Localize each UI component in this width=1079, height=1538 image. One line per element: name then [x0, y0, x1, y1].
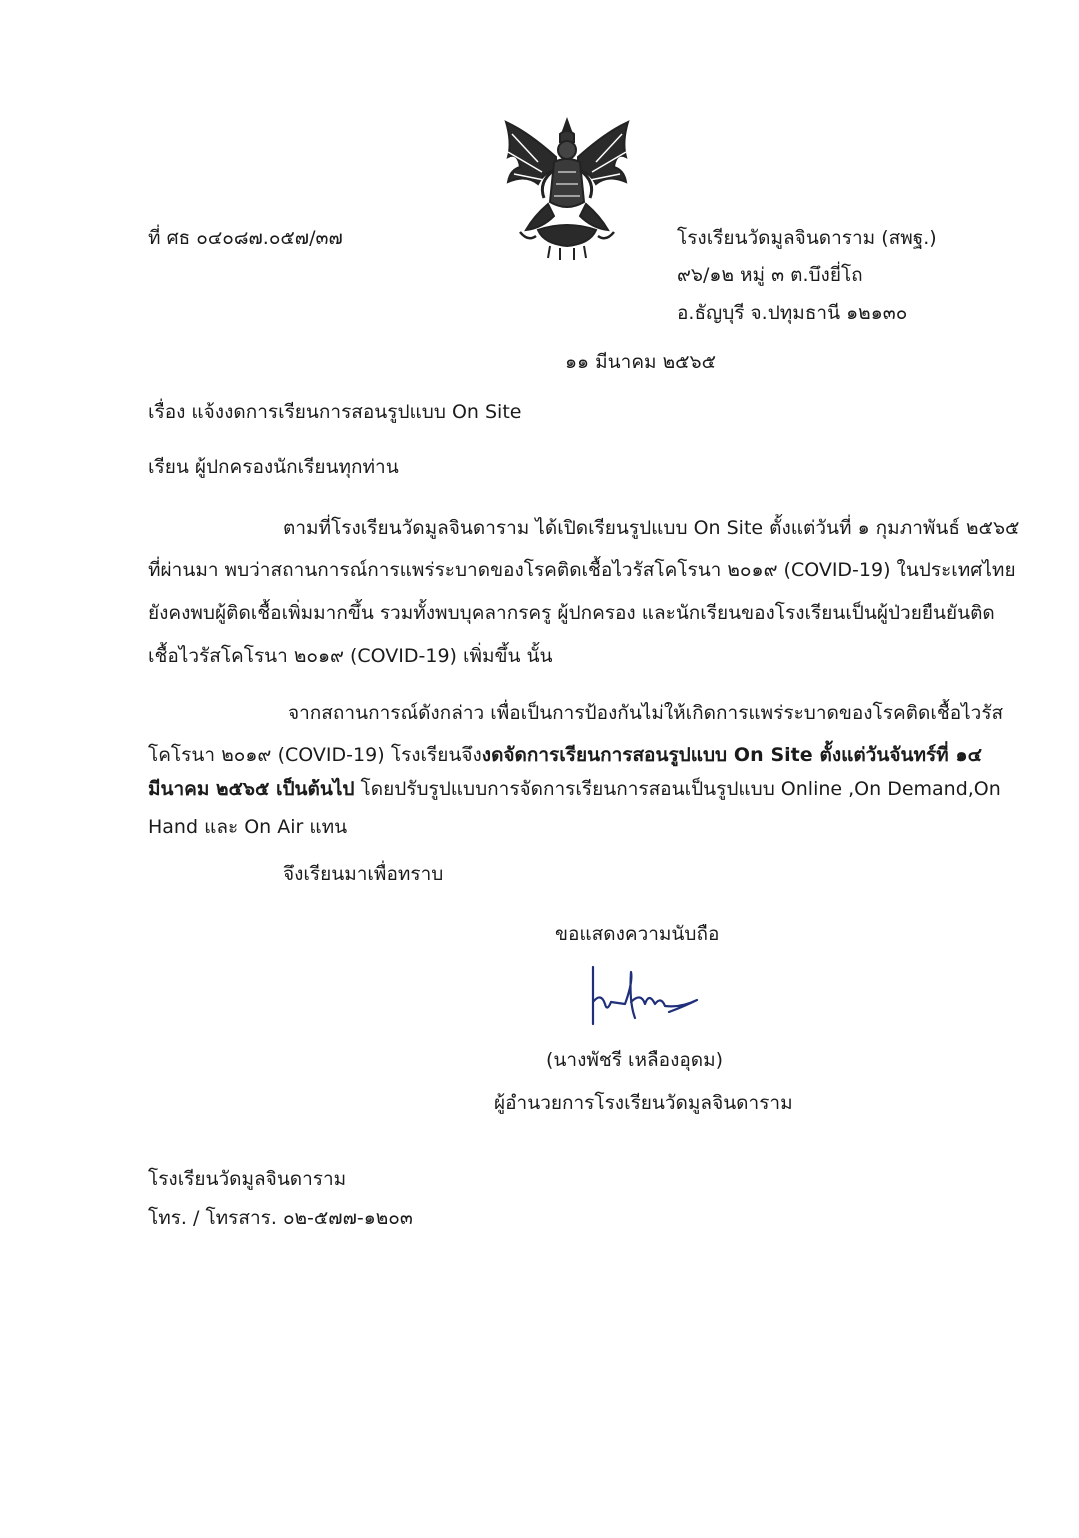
closing-line: จึงเรียนมาเพื่อทราบ [283, 863, 444, 885]
school-address-line: ๙๖/๑๒ หมู่ ๓ ต.บึงยี่โถ [677, 264, 863, 286]
paragraph-line: ยังคงพบผู้ติดเชื้อเพิ่มมากขึ้น รวมทั้งพบบุคลากรครู ผู้ปกครอง และนักเรียนของโรงเรียนเป็นผู้ป่วยยืนยันติด [148, 602, 995, 624]
paragraph-line [148, 774, 1001, 804]
paragraph-line: เชื้อไวรัสโคโรนา ๒๐๑๙ (COVID-19) เพิ่มขึ้น นั้น [148, 645, 553, 667]
handwritten-signature-icon [585, 962, 705, 1032]
school-address-line: โรงเรียนวัดมูลจินดาราม (สพฐ.) [677, 227, 937, 249]
letter-date: ๑๑ มีนาคม ๒๕๖๕ [565, 351, 716, 373]
paragraph-text: โดยปรับรูปแบบการจัดการเรียนการสอนเป็นรูปแบบ Online ,On Demand,On [354, 778, 1001, 800]
paragraph-line [148, 740, 982, 770]
reference-number: ที่ ศธ ๐๔๐๘๗.๐๕๗/๓๗ [148, 227, 343, 249]
paragraph-line: จากสถานการณ์ดังกล่าว เพื่อเป็นการป้องกันไม่ให้เกิดการแพร่ระบาดของโรคติดเชื้อไวรัส [288, 702, 1004, 724]
signatory-position: ผู้อำนวยการโรงเรียนวัดมูลจินดาราม [494, 1092, 793, 1114]
paragraph-text: โคโรนา ๒๐๑๙ (COVID-19) โรงเรียนจึง [148, 744, 482, 766]
paragraph-line: ตามที่โรงเรียนวัดมูลจินดาราม ได้เปิดเรียนรูปแบบ On Site ตั้งแต่วันที่ ๑ กุมภาพันธ์ ๒๕๖๕ [283, 517, 1020, 539]
highlighted-text: มีนาคม ๒๕๖๕ เป็นต้นไป [148, 778, 355, 800]
footer-school: โรงเรียนวัดมูลจินดาราม [148, 1168, 347, 1190]
paragraph-line: ที่ผ่านมา พบว่าสถานการณ์การแพร่ระบาดของโรคติดเชื้อไวรัสโคโรนา ๒๐๑๙ (COVID-19) ในประเทศไทย [148, 559, 1016, 581]
paragraph-line: Hand และ On Air แทน [148, 816, 348, 838]
school-address-line: อ.ธัญบุรี จ.ปทุมธานี ๑๒๑๓๐ [677, 302, 908, 324]
letter-recipient: เรียน ผู้ปกครองนักเรียนทุกท่าน [148, 456, 399, 478]
footer-phone: โทร. / โทรสาร. ๐๒-๕๗๗-๑๒๐๓ [148, 1207, 413, 1229]
letter-subject: เรื่อง แจ้งงดการเรียนการสอนรูปแบบ On Site [148, 401, 522, 423]
regards-text: ขอแสดงความนับถือ [555, 923, 720, 945]
highlighted-text: งดจัดการเรียนการสอนรูปแบบ On Site ตั้งแต่วันจันทร์ที่ ๑๔ [481, 744, 982, 766]
garuda-emblem-icon [498, 112, 636, 262]
signatory-name: (นางพัชรี เหลืองอุดม) [546, 1049, 724, 1071]
